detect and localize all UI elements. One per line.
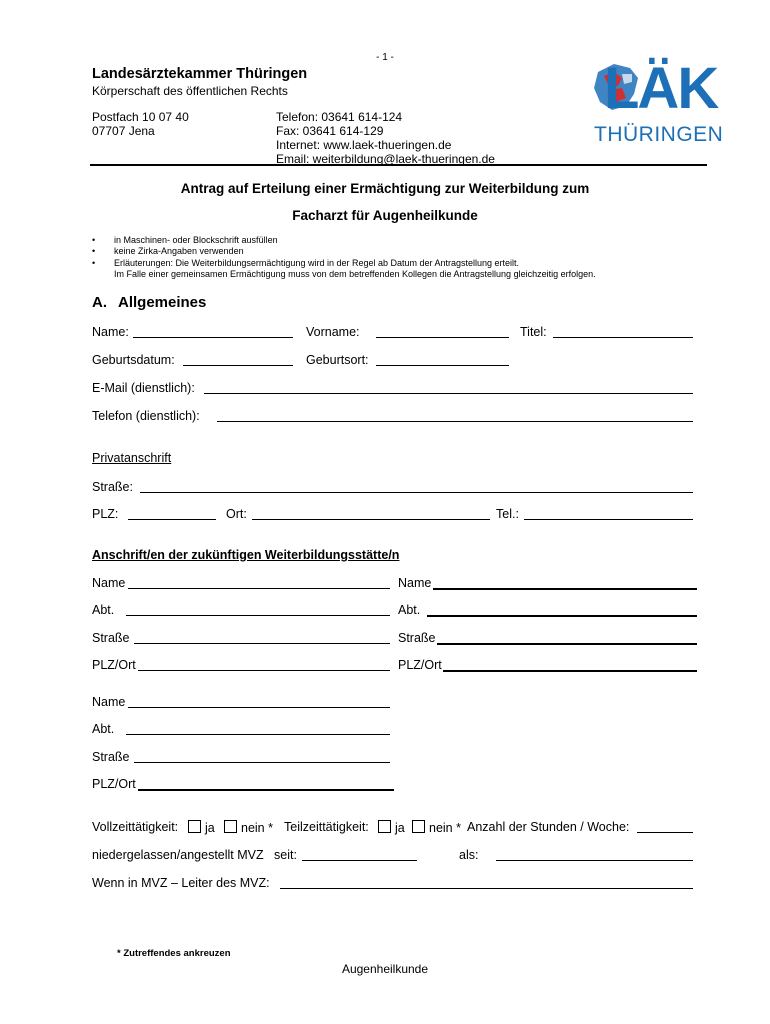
- ws2-plzort-label: PLZ/Ort: [398, 658, 442, 672]
- ws3-abt-label: Abt.: [92, 722, 115, 736]
- postal-city: 07707 Jena: [92, 124, 155, 138]
- organization-subtitle: Körperschaft des öffentlichen Rechts: [92, 84, 288, 98]
- titel-input[interactable]: [553, 325, 693, 338]
- telefon-dienstlich-label: Telefon (dienstlich):: [92, 409, 200, 423]
- ws2-name-label: Name: [398, 576, 432, 590]
- ws2-name-input[interactable]: [433, 576, 697, 590]
- mvz-leiter-label: Wenn in MVZ – Leiter des MVZ:: [92, 876, 270, 890]
- name-input[interactable]: [133, 325, 293, 338]
- instruction-continuation: Im Falle einer gemeinsamen Ermächtigung muss von dem betreffenden Kollegen die Antragstellung gleichzeitig erfolgen.: [114, 268, 596, 279]
- ws1-plzort-label: PLZ/Ort: [92, 658, 136, 672]
- ws1-strasse-label: Straße: [92, 631, 130, 645]
- form-title-line1: Antrag auf Erteilung einer Ermächtigung zur Weiterbildung zum: [180, 181, 590, 196]
- ws2-plzort-input[interactable]: [443, 658, 697, 672]
- ws3-strasse-label: Straße: [92, 750, 130, 764]
- teilzeit-nein-option[interactable]: nein *: [412, 820, 461, 835]
- phone: Telefon: 03641 614-124: [276, 110, 403, 124]
- ort-input[interactable]: [252, 507, 490, 520]
- teilzeit-nein-checkbox[interactable]: [412, 820, 425, 833]
- postal-address: [92, 110, 189, 138]
- ws2-strasse-label: Straße: [398, 631, 436, 645]
- fax: Fax: 03641 614-129: [276, 124, 384, 138]
- page-number: - 1 -: [376, 52, 394, 63]
- geburtsort-label: Geburtsort:: [306, 353, 369, 367]
- instruction-item: • keine Zirka-Angaben verwenden: [92, 246, 244, 257]
- ws1-name-label: Name: [92, 576, 126, 590]
- niedergelassen-label: niedergelassen/angestellt MVZ: [92, 848, 264, 862]
- ws3-plzort-input[interactable]: [138, 777, 394, 791]
- vorname-label: Vorname:: [306, 325, 360, 339]
- als-input[interactable]: [496, 848, 693, 861]
- header-divider: [90, 164, 707, 166]
- ws1-abt-input[interactable]: [126, 603, 390, 616]
- ws2-abt-input[interactable]: [427, 603, 697, 617]
- organization-name: Landesärztekammer Thüringen: [92, 66, 308, 82]
- website: Internet: www.laek-thueringen.de: [276, 138, 452, 152]
- telefon-dienstlich-input[interactable]: [217, 409, 693, 422]
- ort-label: Ort:: [226, 507, 247, 521]
- vollzeit-label: Vollzeittätigkeit:: [92, 820, 179, 834]
- vollzeit-ja-checkbox[interactable]: [188, 820, 201, 833]
- section-a-heading: A. Allgemeines: [92, 294, 207, 311]
- vollzeit-ja-option[interactable]: ja: [188, 820, 215, 835]
- logo-top-text: LÄK: [604, 56, 718, 121]
- email: Email: weiterbildung@laek-thueringen.de: [276, 152, 495, 166]
- seit-label: seit:: [274, 848, 297, 862]
- stunden-label: Anzahl der Stunden / Woche:: [467, 820, 630, 834]
- instructions-list: [92, 235, 596, 280]
- instruction-item: • Erläuterungen: Die Weiterbildungsermächtigung wird in der Regel ab Datum der Antragstellung erteilt.: [92, 257, 520, 268]
- tel-label: Tel.:: [496, 507, 519, 521]
- plz-label: PLZ:: [92, 507, 119, 521]
- seit-input[interactable]: [302, 848, 417, 861]
- geburtsort-input[interactable]: [376, 353, 509, 366]
- geburtsdatum-input[interactable]: [183, 353, 293, 366]
- strasse-label: Straße:: [92, 480, 133, 494]
- teilzeit-ja-checkbox[interactable]: [378, 820, 391, 833]
- contact-info: [276, 110, 495, 166]
- ws3-name-input[interactable]: [128, 695, 390, 708]
- ws1-abt-label: Abt.: [92, 603, 115, 617]
- instruction-item: • in Maschinen- oder Blockschrift ausfüllen: [92, 235, 278, 245]
- email-dienstlich-input[interactable]: [204, 381, 693, 394]
- titel-label: Titel:: [520, 325, 547, 339]
- form-title-line2: Facharzt für Augenheilkunde: [292, 208, 478, 223]
- vollzeit-nein-checkbox[interactable]: [224, 820, 237, 833]
- vollzeit-nein-option[interactable]: nein *: [224, 820, 273, 835]
- laek-logo: [592, 56, 742, 150]
- ws3-strasse-input[interactable]: [134, 750, 390, 763]
- ws3-abt-input[interactable]: [126, 722, 390, 735]
- email-dienstlich-label: E-Mail (dienstlich):: [92, 381, 195, 395]
- stunden-input[interactable]: [637, 820, 693, 833]
- ws3-name-label: Name: [92, 695, 126, 709]
- ws1-strasse-input[interactable]: [134, 631, 390, 644]
- logo-bottom-text: THÜRINGEN: [594, 123, 724, 146]
- teilzeit-label: Teilzeittätigkeit:: [284, 820, 369, 834]
- tel-input[interactable]: [524, 507, 693, 520]
- privatanschrift-heading: Privatanschrift: [92, 451, 172, 465]
- postfach: Postfach 10 07 40: [92, 110, 189, 124]
- als-label: als:: [459, 848, 479, 862]
- ws3-plzort-label: PLZ/Ort: [92, 777, 136, 791]
- weiterbildungsstaette-heading: Anschrift/en der zukünftigen Weiterbildungsstätte/n: [92, 548, 400, 562]
- footnote: * Zutreffendes ankreuzen: [117, 948, 231, 959]
- plz-input[interactable]: [128, 507, 216, 520]
- page-footer: Augenheilkunde: [341, 962, 429, 976]
- ws1-name-input[interactable]: [128, 576, 390, 589]
- geburtsdatum-label: Geburtsdatum:: [92, 353, 175, 367]
- ws1-plzort-input[interactable]: [138, 658, 390, 671]
- vorname-input[interactable]: [376, 325, 509, 338]
- teilzeit-ja-option[interactable]: ja: [378, 820, 405, 835]
- strasse-input[interactable]: [140, 480, 693, 493]
- name-label: Name:: [92, 325, 129, 339]
- ws2-abt-label: Abt.: [398, 603, 421, 617]
- mvz-leiter-input[interactable]: [280, 876, 693, 889]
- ws2-strasse-input[interactable]: [437, 631, 697, 645]
